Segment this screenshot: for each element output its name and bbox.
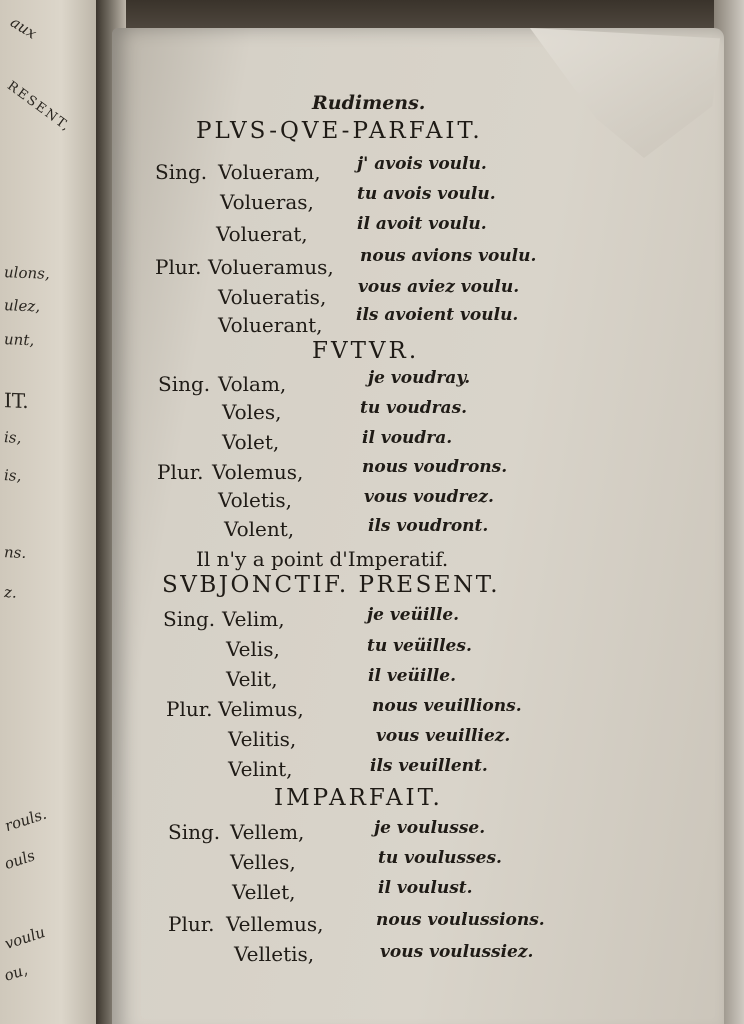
latin-form: Velis, (226, 637, 280, 661)
latin-form: Velit, (226, 667, 278, 691)
french-form: nous voulussions. (376, 910, 545, 930)
latin-form: Velletis, (234, 942, 315, 966)
left-fragment: rouls. (2, 804, 49, 836)
french-form: vous voulussiez. (380, 942, 534, 962)
latin-form: Voluerant, (218, 313, 323, 337)
row-label: Plur. (157, 460, 204, 484)
left-fragment: is, (4, 466, 22, 485)
left-fragment: unt, (4, 330, 35, 350)
french-form: tu veüilles. (367, 636, 472, 656)
french-form: nous veuillions. (372, 696, 522, 716)
imperative-note: Il n'y a point d'Imperatif. (196, 547, 449, 571)
latin-form: Velint, (228, 757, 293, 781)
section-title: PLVS-QVE-PARFAIT. (196, 118, 483, 144)
latin-form: Volet, (222, 430, 280, 454)
french-form: ils veuillent. (370, 756, 488, 776)
latin-form: Vellem, (230, 820, 305, 844)
french-form: il voulust. (378, 878, 473, 898)
left-fragment: ulez, (4, 296, 41, 316)
french-form: il avoit voulu. (357, 214, 487, 234)
left-fragment: is, (4, 428, 22, 447)
left-fragment: ulons, (4, 263, 50, 283)
french-form: ils avoient voulu. (356, 305, 519, 325)
row-label: Plur. (166, 697, 213, 721)
french-form: vous voudrez. (364, 487, 494, 507)
latin-form: Voluerat, (216, 222, 308, 246)
french-form: tu voudras. (360, 398, 468, 418)
latin-form: Voletis, (218, 488, 292, 512)
french-form: tu avois voulu. (357, 184, 496, 204)
row-label: Plur. (155, 255, 202, 279)
french-form: nous avions voulu. (360, 246, 537, 266)
section-title: SVBJONCTIF. PRESENT. (162, 572, 501, 598)
section-title: IMPARFAIT. (274, 785, 443, 811)
left-fragment: ns. (4, 543, 27, 562)
left-fragment: z. (4, 583, 17, 602)
french-form: ils voudront. (368, 516, 489, 536)
left-fragment: aux (7, 13, 40, 43)
french-form: il voudra. (362, 428, 453, 448)
french-form: nous voudrons. (362, 457, 508, 477)
left-fragment: ou, (1, 960, 30, 985)
latin-form: Volueras, (220, 190, 314, 214)
latin-form: Volemus, (212, 460, 304, 484)
latin-form: Vellemus, (226, 912, 324, 936)
french-form: vous veuilliez. (376, 726, 511, 746)
left-fragment: IT. (4, 388, 29, 414)
latin-form: Volueram, (218, 160, 321, 184)
french-form: tu voulusses. (378, 848, 502, 868)
row-label: Sing. (163, 607, 216, 631)
left-fragment: ouls (1, 846, 38, 874)
french-form: je veüille. (367, 605, 460, 625)
row-label: Plur. (168, 912, 215, 936)
french-form: il veüille. (368, 666, 456, 686)
latin-form: Volueramus, (208, 255, 334, 279)
latin-form: Velles, (230, 850, 296, 874)
latin-form: Velitis, (228, 727, 297, 751)
row-label: Sing. (158, 372, 211, 396)
section-title: FVTVR. (312, 338, 420, 364)
french-form: vous aviez voulu. (358, 277, 520, 297)
latin-form: Voles, (222, 400, 282, 424)
french-form: je voudray. (368, 368, 471, 388)
row-label: Sing. (155, 160, 208, 184)
french-form: j' avois voulu. (357, 154, 487, 174)
row-label: Sing. (168, 820, 221, 844)
left-fragment: voulu (2, 922, 48, 953)
running-header: Rudimens. (312, 92, 426, 114)
latin-form: Volueratis, (218, 285, 327, 309)
left-fragment: RESENT, (4, 78, 74, 136)
french-form: je voulusse. (374, 818, 486, 838)
latin-form: Volam, (218, 372, 287, 396)
latin-form: Vellet, (232, 880, 296, 904)
latin-form: Velimus, (218, 697, 304, 721)
latin-form: Volent, (224, 517, 295, 541)
latin-form: Velim, (222, 607, 285, 631)
